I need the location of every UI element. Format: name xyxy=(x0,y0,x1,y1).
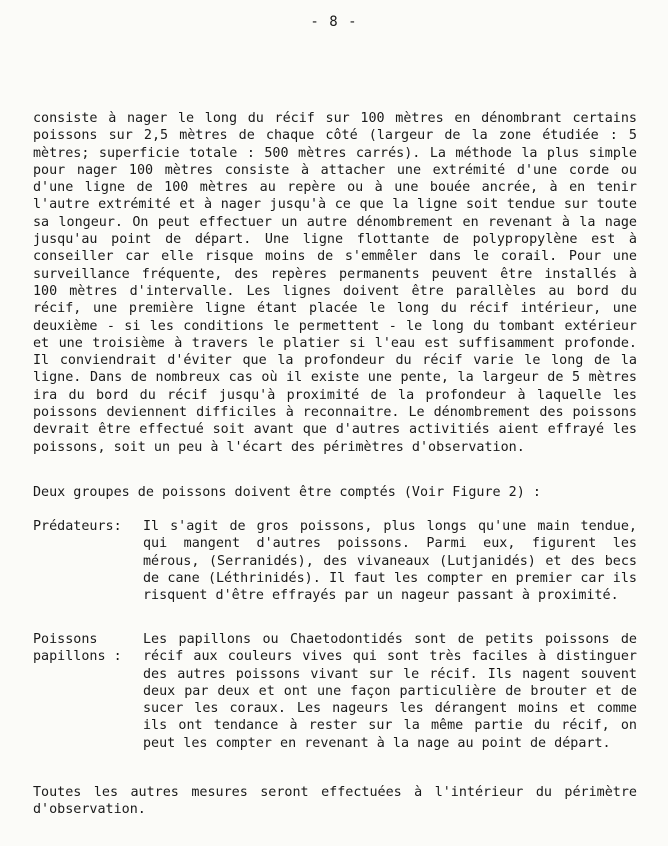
page-number: - 8 - xyxy=(310,14,358,30)
definition-text: Il s'agit de gros poissons, plus longs qu'une main tendue, qui mangent d'autres poissons. Parmi eux, figurent les mérous, (Serranidés), des vivaneaux (Lutjanidés) et des becs de cane (Léthrinidés). Il faut les compter en premier car ils risquent d'être effrayés par un nageur passant à proximité. xyxy=(143,519,637,604)
definition-term: Prédateurs: xyxy=(33,519,122,534)
definition-poissons-papillons xyxy=(33,631,637,752)
intro-paragraph: consiste à nager le long du récif sur 100 mètres en dénombrant certains poissons sur 2,5 mètres de chaque côté (largeur de la zone étudiée : 5 mètres; superficie totale : 500 mètres carrés). La méthode la plus simple pour nager 100 mètres consiste à attacher une extrémité d'une corde ou d'une ligne de 100 mètres au repère ou à une bouée ancrée, à en tenir l'autre extrémité et à nager jusqu'à ce que la ligne soit tendue sur toute sa longeur. On peut effectuer un autre dénombrement en revenant à la nage jusqu'au point de départ. Une ligne flottante de polypropylène est à conseiller car elle risque moins de s'emmêler dans le corail. Pour une surveillance fréquente, des repères permanents peuvent être installés à 100 mètres d'intervalle. Les lignes doivent être parallèles au bord du récif, une première ligne étant placée le long du récif intérieur, une deuxième - si les conditions le permettent - le long du tombant extérieur et une troisième à travers le platier si l'eau est suffisamment profonde. Il conviendrait d'éviter que la profondeur du récif varie le long de la ligne. Dans de nombreux cas où il existe une pente, la largeur de 5 mètres ira du bord du récif jusqu'à proximité de la profondeur à laquelle les poissons deviennent difficiles à reconnaitre. Le dénombrement des poissons devrait être effectué soit avant que d'autres activitiés aient effrayé les poissons, soit un peu à l'écart des périmètres d'observation. xyxy=(33,111,637,455)
groups-heading: Deux groupes de poissons doivent être comptés (Voir Figure 2) : xyxy=(33,485,541,500)
definition-text: Les papillons ou Chaetodontidés sont de petits poissons de récif aux couleurs vives qui sont très faciles à distinguer des autres poissons vivant sur le récif. Ils nagent souvent deux par deux et ont une façon particulière de brouter et de sucer les coraux. Les nageurs les dérangent moins et comme ils ont tendance à rester sur la même partie du récif, on peut les compter en revenant à la nage au point de départ. xyxy=(143,632,637,751)
definition-predateurs xyxy=(33,518,637,604)
definition-term: Poissons papillons : xyxy=(33,632,122,665)
closing-paragraph: Toutes les autres mesures seront effectuées à l'intérieur du périmètre d'observation. xyxy=(33,785,637,818)
